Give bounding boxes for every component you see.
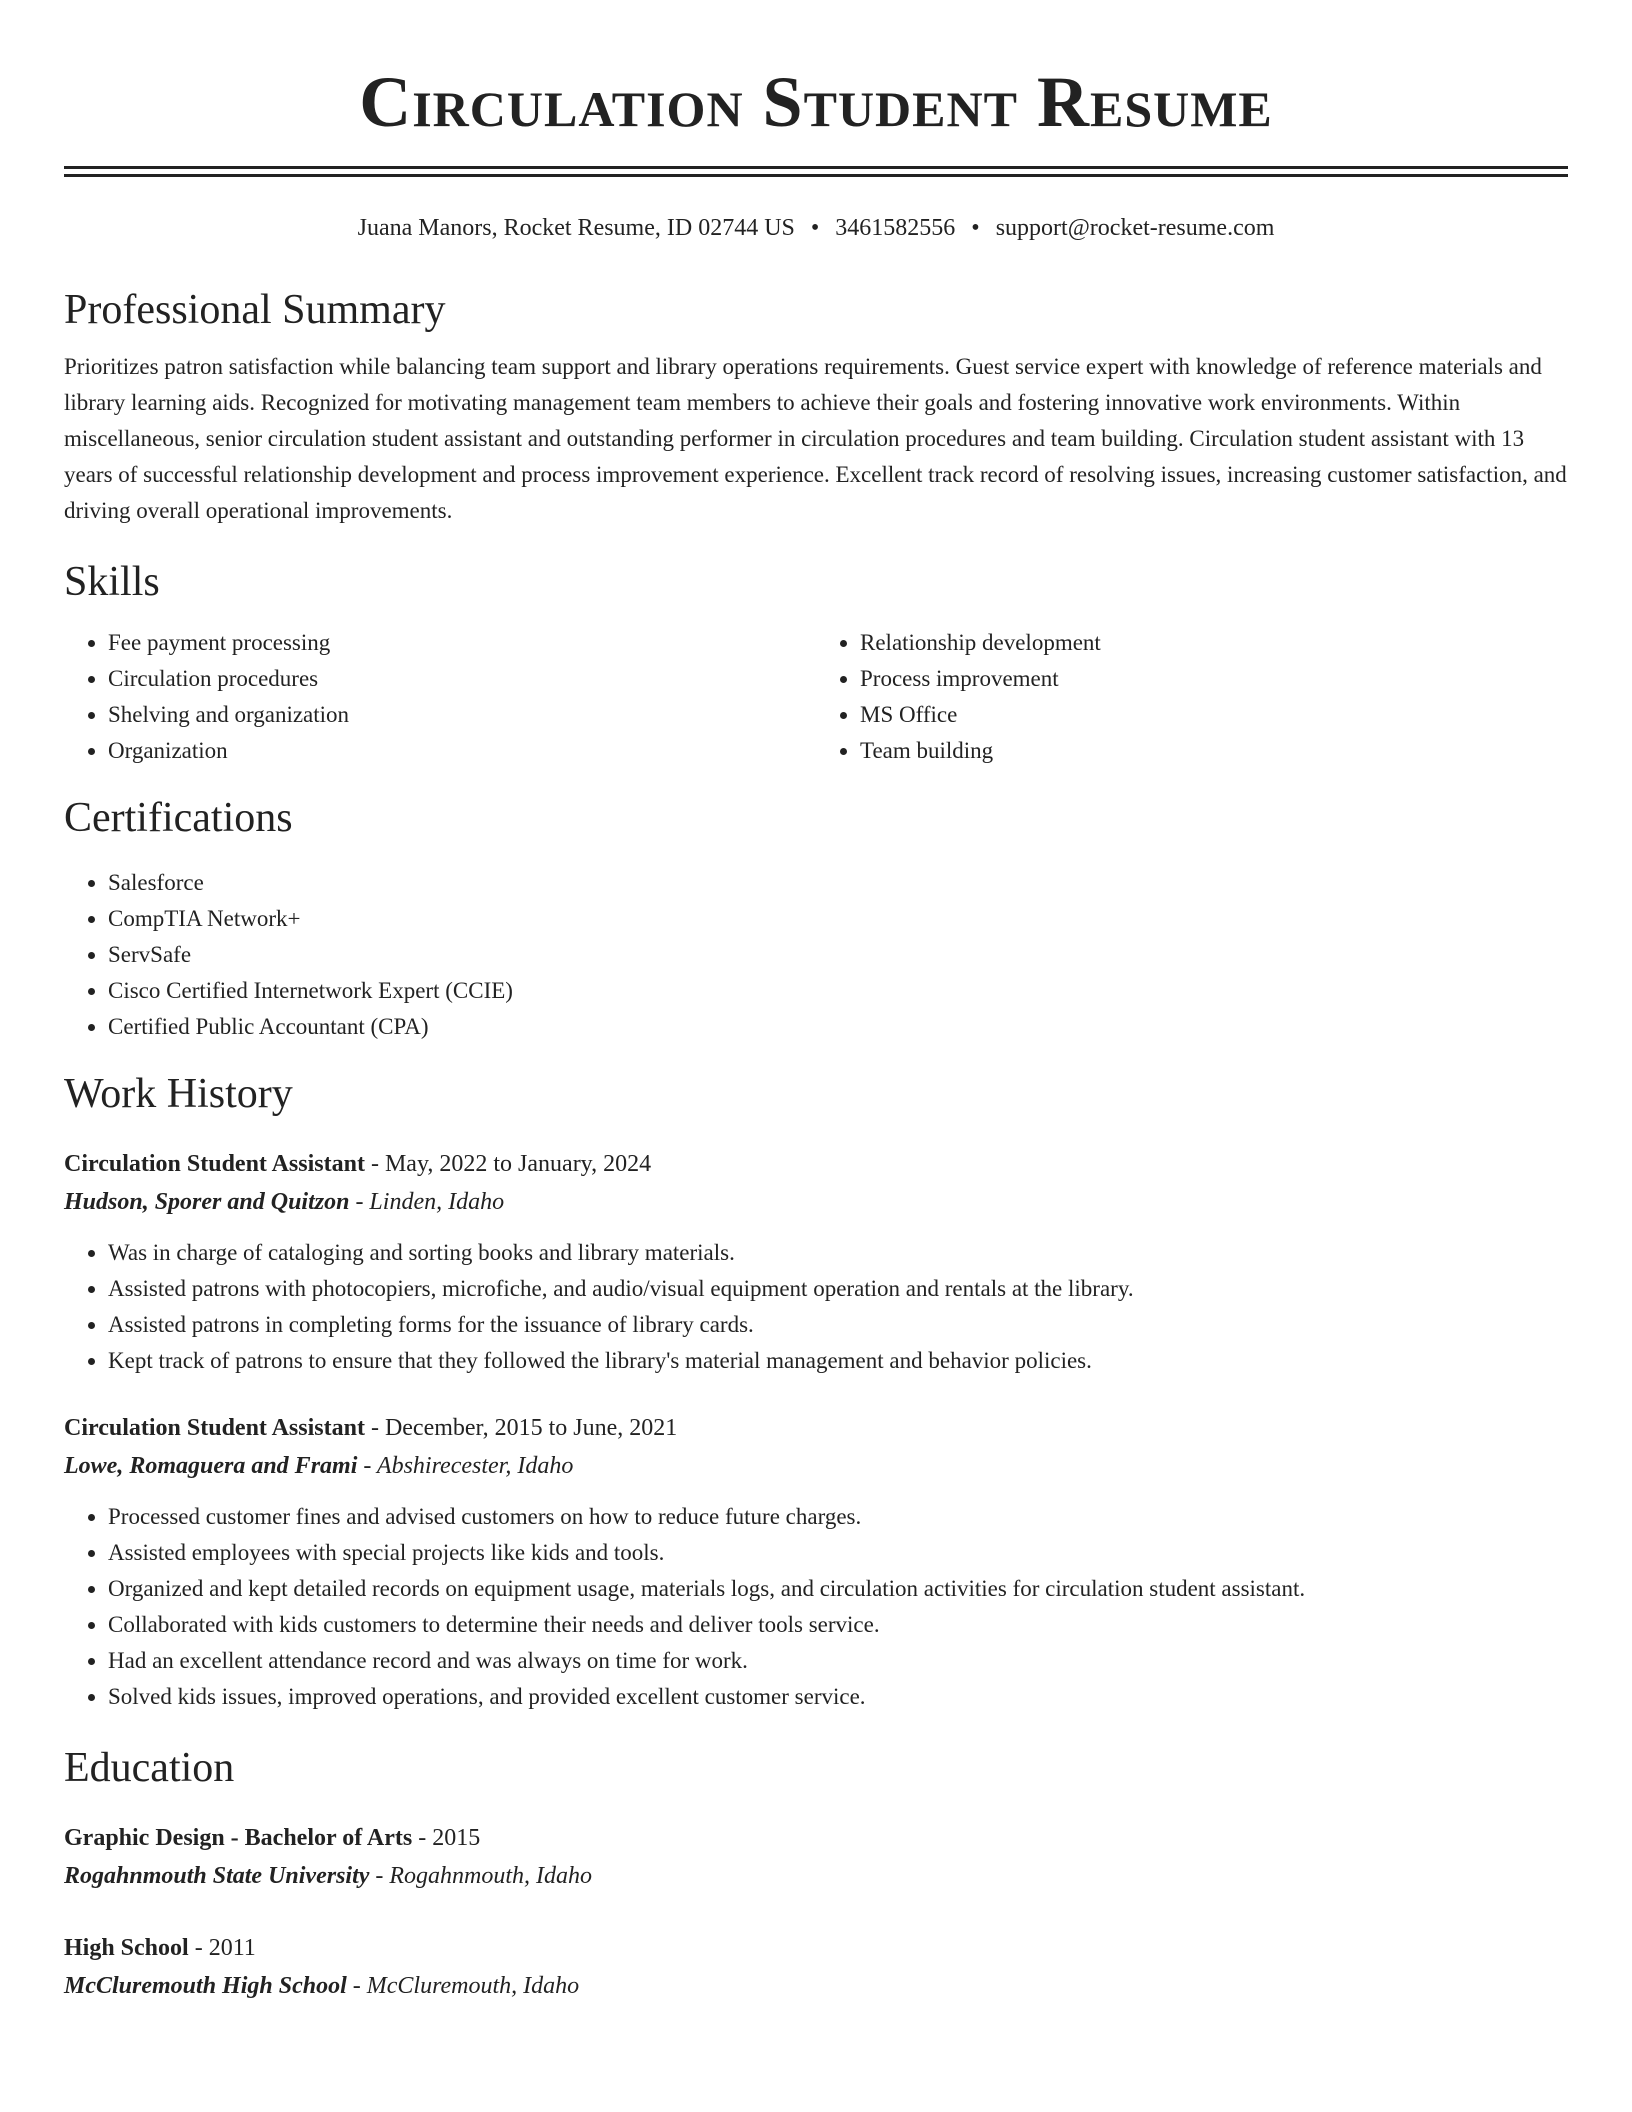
job-location: - Linden, Idaho: [349, 1189, 505, 1215]
job-bullet: • Processed customer fines and advised customers on how to reduce future charges.: [108, 1499, 1568, 1535]
job-entry: [64, 1409, 1568, 1715]
skill-item: • Team building: [860, 733, 1568, 769]
job-location: - Abshirecester, Idaho: [357, 1453, 574, 1479]
contact-line: [64, 213, 1568, 243]
education-entry: [64, 1929, 1568, 2005]
job-dates: - May, 2022 to January, 2024: [364, 1151, 652, 1177]
title-double-rule: [64, 166, 1568, 177]
skill-item: • Organization: [108, 733, 816, 769]
contact-address: Juana Manors, Rocket Resume, ID 02744 US: [357, 215, 795, 241]
certification-item: • Certified Public Accountant (CPA): [108, 1009, 1568, 1045]
skill-item: • Shelving and organization: [108, 697, 816, 733]
summary-text: Prioritizes patron satisfaction while balancing team support and library operations requirements. Guest service expert with knowledge of reference materials and library learning aids. Recognized for motivating management team members to achieve their goals and fostering innovative work environments. Within miscellaneous, senior circulation student assistant and outstanding performer in circulation procedures and team building. Circulation student assistant with 13 years of successful relationship development and process improvement experience. Excellent track record of resolving issues, increasing customer satisfaction, and driving overall operational improvements.: [64, 354, 1567, 523]
job-company: Hudson, Sporer and Quitzon: [64, 1189, 350, 1215]
skill-item: • Process improvement: [860, 661, 1568, 697]
skill-item: • Fee payment processing: [108, 625, 816, 661]
education-school-line: [64, 1967, 1568, 2005]
education-school: McCluremouth High School: [64, 1973, 347, 1999]
job-bullets: [64, 1235, 1568, 1379]
education-year: - 2011: [188, 1935, 256, 1961]
education-location: - Rogahnmouth, Idaho: [369, 1863, 593, 1889]
job-bullet: • Assisted patrons with photocopiers, microfiche, and audio/visual equipment operation and rentals at the library.: [108, 1271, 1568, 1307]
education-header: [64, 1929, 1568, 1967]
education-entry: [64, 1819, 1568, 1895]
job-dates: - December, 2015 to June, 2021: [364, 1415, 678, 1441]
job-bullet: • Was in charge of cataloging and sorting books and library materials.: [108, 1235, 1568, 1271]
education-degree: High School: [64, 1935, 189, 1961]
skills-heading: Skills: [64, 559, 160, 605]
job-entry: [64, 1145, 1568, 1379]
job-bullets: [64, 1499, 1568, 1715]
certifications-heading: Certifications: [64, 795, 293, 841]
contact-phone: 3461582556: [835, 215, 956, 241]
job-company: Lowe, Romaguera and Frami: [64, 1453, 358, 1479]
certification-item: • Cisco Certified Internetwork Expert (CCIE): [108, 973, 1568, 1009]
contact-separator: •: [810, 215, 820, 241]
skills-list-left: [64, 625, 816, 769]
resume-title: Circulation Student Resume: [359, 62, 1273, 142]
contact-email: support@rocket-resume.com: [995, 215, 1275, 241]
summary-heading: Professional Summary: [64, 287, 446, 333]
skills-list-right: [816, 625, 1568, 769]
certification-item: • Salesforce: [108, 865, 1568, 901]
education-heading: Education: [64, 1745, 235, 1791]
education-school: Rogahnmouth State University: [64, 1863, 370, 1889]
job-title: Circulation Student Assistant: [64, 1151, 365, 1177]
education-year: - 2015: [412, 1825, 481, 1851]
job-employer-line: [64, 1447, 1568, 1485]
job-bullet: • Solved kids issues, improved operations, and provided excellent customer service.: [108, 1679, 1568, 1715]
job-bullet: • Organized and kept detailed records on equipment usage, materials logs, and circulation activities for circulation student assistant.: [108, 1571, 1568, 1607]
job-title: Circulation Student Assistant: [64, 1415, 365, 1441]
education-degree: Graphic Design - Bachelor of Arts: [64, 1825, 413, 1851]
education-school-line: [64, 1857, 1568, 1895]
job-bullet: • Assisted patrons in completing forms for the issuance of library cards.: [108, 1307, 1568, 1343]
job-header: [64, 1409, 1568, 1447]
job-header: [64, 1145, 1568, 1183]
skills-grid: [64, 625, 1568, 769]
job-bullet: • Kept track of patrons to ensure that they followed the library's material management and behavior policies.: [108, 1343, 1568, 1379]
job-bullet: • Assisted employees with special projects like kids and tools.: [108, 1535, 1568, 1571]
job-employer-line: [64, 1183, 1568, 1221]
skill-item: • MS Office: [860, 697, 1568, 733]
job-bullet: • Collaborated with kids customers to determine their needs and deliver tools service.: [108, 1607, 1568, 1643]
skill-item: • Relationship development: [860, 625, 1568, 661]
work-history-heading: Work History: [64, 1071, 293, 1117]
education-location: - McCluremouth, Idaho: [346, 1973, 580, 1999]
certification-item: • CompTIA Network+: [108, 901, 1568, 937]
certification-item: • ServSafe: [108, 937, 1568, 973]
education-header: [64, 1819, 1568, 1857]
contact-separator: •: [971, 215, 980, 241]
certifications-list: [64, 865, 1568, 1045]
job-bullet: • Had an excellent attendance record and was always on time for work.: [108, 1643, 1568, 1679]
skill-item: • Circulation procedures: [108, 661, 816, 697]
